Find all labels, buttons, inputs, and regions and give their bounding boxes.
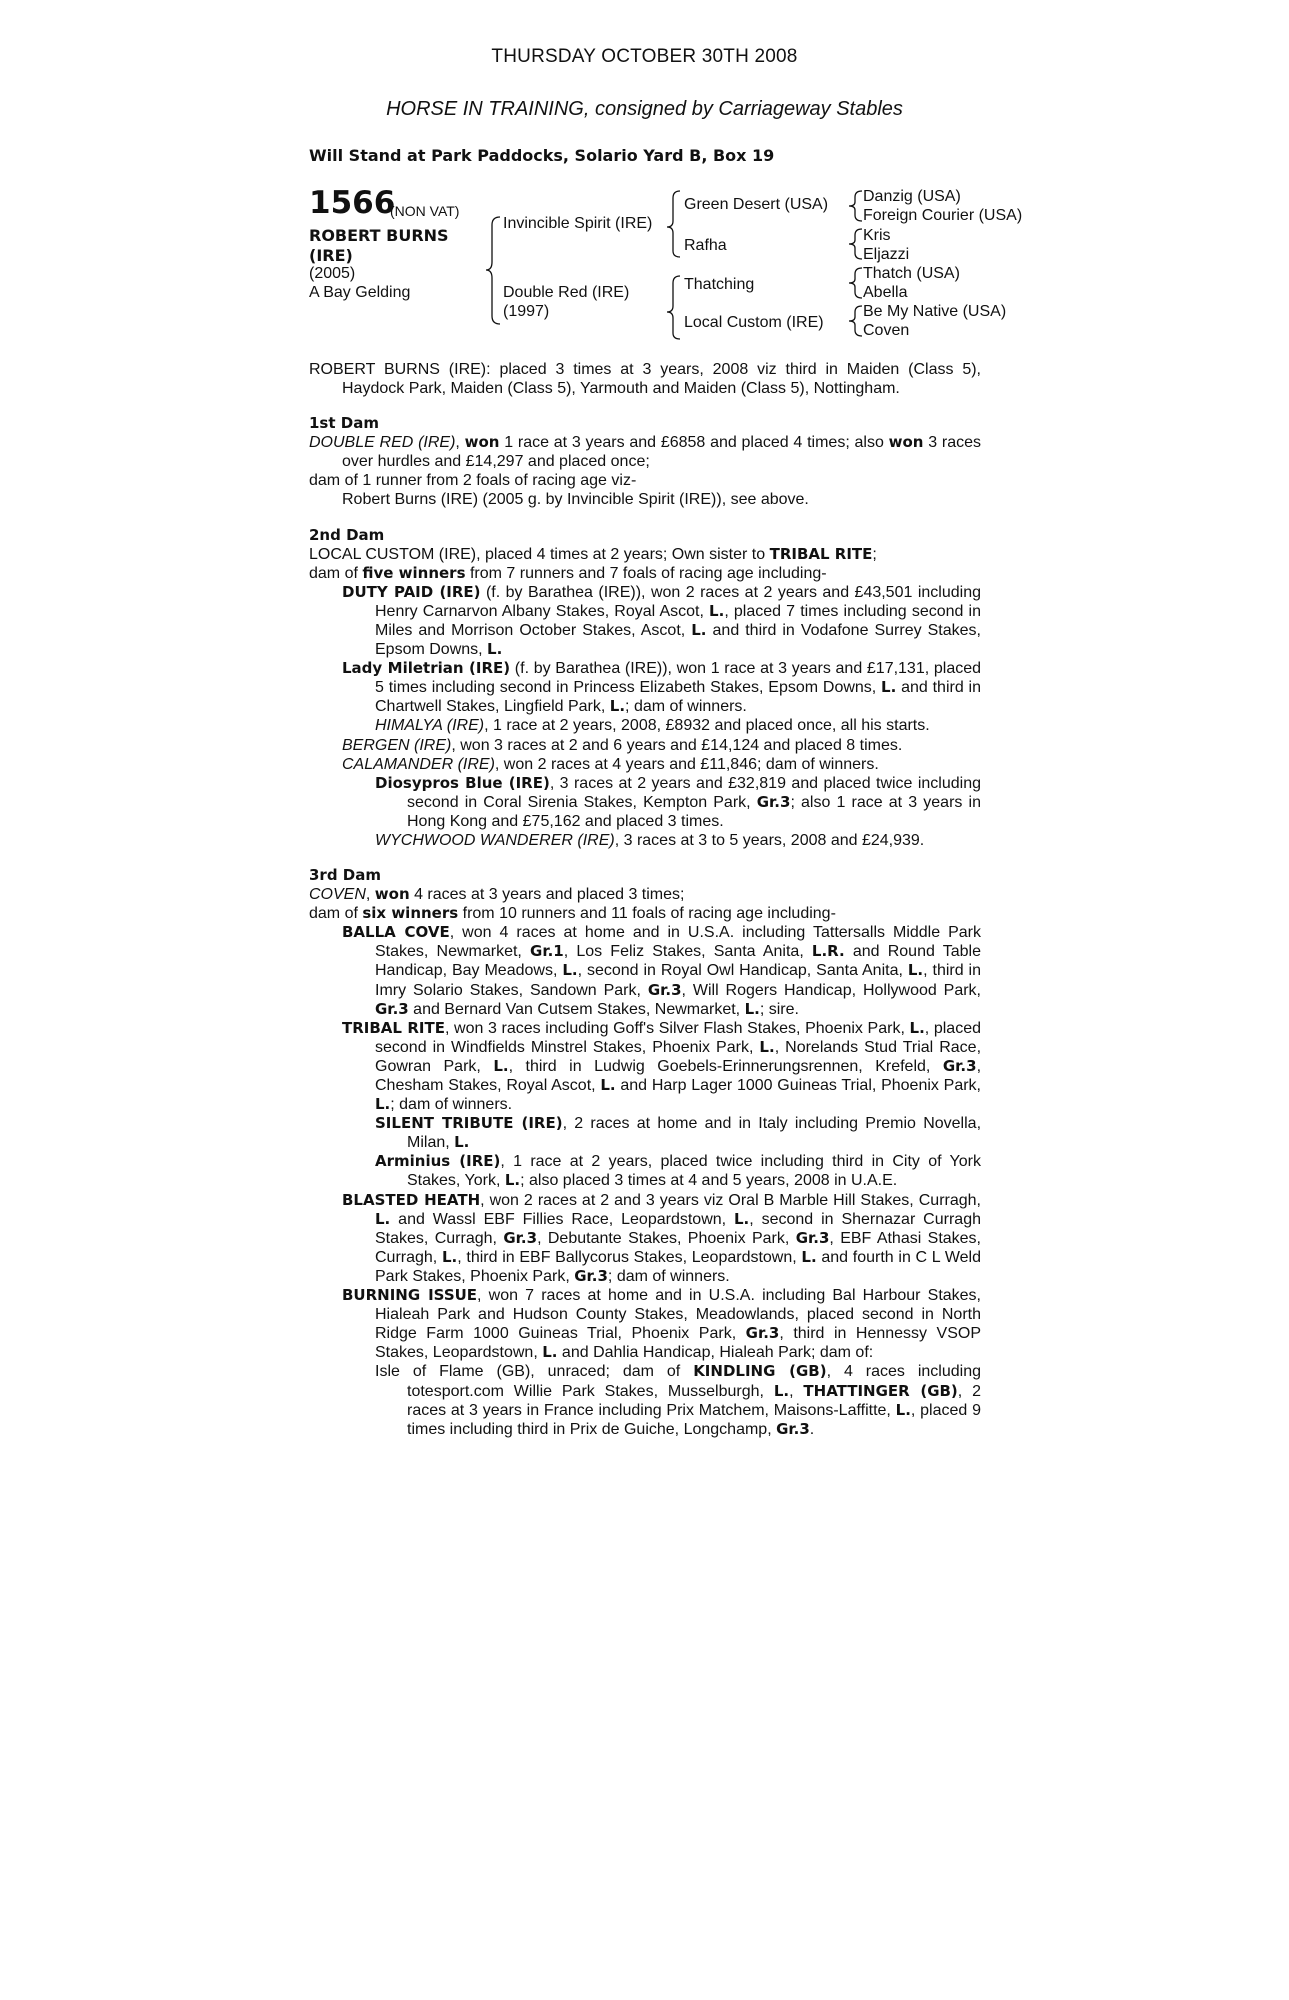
text-run: ; dam of winners.: [625, 698, 747, 716]
bracket-gen3-1: [849, 191, 862, 221]
text-run: , won 4 races at home and in U.S.A. including Tattersalls Middle Park Stakes, Newmarket,: [375, 924, 982, 961]
bold-run: BURNING ISSUE: [342, 1286, 478, 1305]
bold-run: Gr.3: [574, 1266, 608, 1285]
text-paragraph: [309, 545, 981, 564]
bold-run: Gr.3: [776, 1419, 810, 1438]
horse-description: A Bay Gelding: [309, 284, 411, 301]
text-run: ROBERT BURNS (IRE): placed 3 times at 3 years, 2008 viz third in Maiden (Class 5), Haydock Park, Maiden (Class 5), Yarmouth and Maiden (Class 5), Nottingham.: [309, 361, 981, 398]
text-run: , EBF Athasi Stakes, Curragh,: [375, 1229, 982, 1266]
text-run: , placed 9 times including third in Prix de Guiche, Longchamp,: [407, 1401, 981, 1438]
text-run: and Wassl EBF Fillies Race, Leopardstown,: [390, 1210, 734, 1228]
bold-run: Arminius (IRE): [375, 1152, 501, 1171]
italic-run: COVEN: [309, 886, 366, 904]
text-run: , Will Rogers Handicap, Hollywood Park,: [681, 981, 981, 999]
bold-run: KINDLING (GB): [693, 1362, 827, 1381]
text-run: Isle of Flame (GB), unraced; dam of: [375, 1363, 694, 1381]
bold-run: L.: [609, 697, 626, 716]
text-run: (f. by Barathea (IRE)), won 1 race at 3 years and £17,131, placed 5 times including second in Princess Elizabeth Stakes, Epsom Downs,: [375, 660, 982, 697]
bracket-gen3-4: [849, 306, 862, 336]
text-run: dam of: [309, 905, 363, 923]
text-run: and Round Table Handicap, Bay Meadows,: [375, 943, 981, 980]
text-paragraph: [309, 904, 981, 923]
text-run: , third in Hennessy VSOP Stakes, Leopardstown,: [375, 1325, 981, 1362]
text-run: ,: [789, 1382, 804, 1400]
bold-run: 3rd Dam: [309, 866, 381, 885]
section-heading: [309, 526, 981, 545]
text-paragraph: [309, 471, 981, 490]
text-run: , Los Feliz Stakes, Santa Anita,: [563, 943, 812, 961]
great-grandsire-4: Be My Native (USA): [863, 303, 1007, 320]
bold-run: L.: [441, 1247, 458, 1266]
bold-run: Diosypros Blue (IRE): [375, 773, 550, 792]
bold-run: Gr.3: [745, 1324, 780, 1343]
bold-run: L.: [801, 1247, 817, 1266]
text-run: , third in Ludwig Goebels-Erinnerungsrennen, Krefeld,: [508, 1057, 943, 1075]
text-paragraph: [309, 1152, 981, 1190]
bold-run: L.R.: [811, 942, 845, 961]
text-paragraph: [309, 659, 981, 716]
bold-run: 1st Dam: [309, 414, 379, 433]
text-run: 1 race at 3 years and £6858 and placed 4 times; also: [499, 434, 889, 452]
bold-run: THATTINGER (GB): [803, 1381, 958, 1400]
bold-run: Gr.3: [942, 1056, 977, 1075]
bold-run: L.: [375, 1209, 391, 1228]
horse-name-suffix: (IRE): [309, 246, 353, 265]
text-run: , 3 races at 3 to 5 years, 2008 and £24,939.: [614, 831, 925, 849]
text-paragraph: [309, 1286, 981, 1362]
text-run: , placed second in Windfields Minstrel Stakes, Phoenix Park,: [375, 1019, 982, 1056]
bold-run: L.: [734, 1209, 750, 1228]
text-run: , third in Imry Solario Stakes, Sandown Park,: [375, 962, 982, 999]
bold-run: L.: [709, 601, 725, 620]
italic-run: WYCHWOOD WANDERER (IRE): [375, 831, 615, 849]
text-run: and Bernard Van Cutsem Stakes, Newmarket,: [408, 1000, 745, 1018]
bold-run: DUTY PAID (IRE): [342, 582, 481, 601]
foaling-year: (2005): [309, 265, 356, 282]
text-run: ; dam of winners.: [607, 1267, 730, 1285]
bold-run: Lady Miletrian (IRE): [342, 659, 511, 678]
text-run: ; also placed 3 times at 4 and 5 years, 2008 in U.A.E.: [520, 1172, 898, 1190]
italic-run: CALAMANDER (IRE): [342, 755, 495, 773]
great-granddam-3: Abella: [863, 284, 908, 301]
bold-run: TRIBAL RITE: [342, 1018, 445, 1037]
italic-run: BERGEN (IRE): [342, 736, 452, 754]
text-paragraph: [309, 923, 981, 1018]
sire-of-sire: Green Desert (USA): [684, 196, 829, 213]
bold-run: L.: [881, 678, 897, 697]
bold-run: L.: [759, 1037, 775, 1056]
bold-run: L.: [895, 1400, 911, 1419]
bold-run: BALLA COVE: [342, 923, 450, 942]
dam-year: (1997): [503, 303, 550, 320]
bold-run: L.: [773, 1381, 790, 1400]
bold-run: Gr.3: [647, 980, 682, 999]
bracket-gen1: [486, 217, 500, 324]
sire-of-dam: Thatching: [684, 276, 755, 293]
bold-run: won: [374, 885, 410, 904]
text-run: , 2 races at home and in Italy including Premio Novella, Milan,: [407, 1115, 982, 1152]
text-run: (f. by Barathea (IRE)), won 2 races at 2 years and £43,501 including Henry Carnarvon Albany Stakes, Royal Ascot,: [375, 583, 981, 620]
text-run: , 1 race at 2 years, 2008, £8932 and placed once, all his starts.: [484, 717, 930, 735]
bold-run: won: [464, 433, 500, 452]
text-run: 3 races over hurdles and £14,297 and placed once;: [342, 434, 982, 471]
bold-run: 2nd Dam: [309, 525, 385, 544]
bracket-gen2-sire: [667, 191, 680, 257]
bold-run: BLASTED HEATH: [342, 1190, 481, 1209]
text-paragraph: [309, 433, 981, 471]
text-run: .: [809, 1420, 815, 1438]
text-run: LOCAL CUSTOM (IRE), placed 4 times at 2 years; Own sister to: [309, 545, 770, 563]
text-paragraph: [309, 1114, 981, 1152]
text-paragraph: [309, 774, 981, 831]
bold-run: L.: [691, 620, 707, 639]
text-run: ; sire.: [759, 1000, 799, 1018]
text-run: , 2 races at 3 years in France including Prix Matchem, Maisons-Laffitte,: [407, 1382, 982, 1419]
bold-run: L.: [562, 961, 578, 980]
dam-of-sire: Rafha: [684, 237, 727, 254]
text-run: , third in EBF Ballycorus Stakes, Leopardstown,: [457, 1248, 802, 1266]
stand-location: Will Stand at Park Paddocks, Solario Yard B, Box 19: [309, 146, 775, 165]
bold-run: L.: [600, 1076, 616, 1094]
text-paragraph: [309, 755, 981, 774]
text-run: ,: [365, 886, 375, 904]
great-granddam-4: Coven: [863, 322, 910, 339]
bold-run: Gr.3: [503, 1228, 538, 1247]
bold-run: Gr.1: [530, 942, 564, 961]
text-run: , won 3 races at 2 and 6 years and £14,124 and placed 8 times.: [451, 736, 903, 754]
text-run: , won 2 races at 2 and 3 years viz Oral B Marble Hill Stakes, Curragh,: [480, 1191, 981, 1209]
text-run: , Norelands Stud Trial Race, Gowran Park,: [375, 1038, 982, 1075]
text-run: ;: [872, 545, 877, 563]
text-run: ; also 1 race at 3 years in Hong Kong and £75,162 and placed 3 times.: [407, 793, 981, 830]
pedigree-notes: [309, 360, 981, 1439]
sire: Invincible Spirit (IRE): [503, 215, 653, 232]
text-paragraph: [309, 360, 981, 398]
text-run: and third in Chartwell Stakes, Lingfield Park,: [375, 679, 981, 716]
great-granddam-2: Eljazzi: [863, 246, 910, 263]
section-spacer: [309, 510, 981, 526]
text-paragraph: [309, 716, 981, 735]
great-grandsire-1: Danzig (USA): [863, 188, 961, 205]
section-heading: [309, 866, 981, 885]
bold-run: Gr.3: [375, 999, 409, 1018]
text-paragraph: [309, 885, 981, 904]
dam-of-dam: Local Custom (IRE): [684, 314, 824, 331]
text-paragraph: [309, 583, 981, 659]
bold-run: L.: [744, 999, 760, 1018]
italic-run: DOUBLE RED (IRE): [309, 434, 456, 452]
bold-run: L.: [493, 1056, 509, 1075]
bracket-gen3-3: [849, 268, 862, 298]
text-run: from 10 runners and 11 foals of racing age including-: [458, 905, 836, 923]
text-run: ,: [455, 434, 465, 452]
great-granddam-1: Foreign Courier (USA): [863, 207, 1023, 224]
bold-run: L.: [487, 640, 503, 659]
text-run: 4 races at 3 years and placed 3 times;: [409, 886, 685, 904]
bold-run: SILENT TRIBUTE (IRE): [375, 1114, 563, 1133]
bold-run: five winners: [362, 563, 466, 582]
great-grandsire-3: Thatch (USA): [863, 265, 960, 282]
text-paragraph: [309, 831, 981, 850]
horse-name: ROBERT BURNS: [309, 226, 449, 245]
dam: Double Red (IRE): [503, 284, 630, 301]
bold-run: L.: [375, 1095, 391, 1114]
bold-run: Gr.3: [795, 1228, 830, 1247]
text-run: and fourth in C L Weld Park Stakes, Phoenix Park,: [375, 1248, 981, 1285]
great-grandsire-2: Kris: [863, 227, 891, 244]
section-spacer: [309, 850, 981, 866]
vat-status: (NON VAT): [390, 203, 460, 219]
section-heading: [309, 414, 981, 433]
bold-run: L.: [454, 1133, 470, 1152]
bold-run: L.: [909, 1018, 925, 1037]
text-paragraph: [309, 490, 981, 509]
text-run: , won 2 races at 4 years and £11,846; dam of winners.: [494, 755, 879, 773]
text-paragraph: [309, 1019, 981, 1114]
text-run: , won 7 races at home and in U.S.A. including Bal Harbour Stakes, Hialeah Park and Hudson County Stakes, Meadowlands, placed second in North Ridge Farm 1000 Guineas Trial, Phoenix Park,: [375, 1287, 982, 1343]
bold-run: six winners: [362, 904, 459, 923]
text-run: , 1 race at 2 years, placed twice including third in City of York Stakes, York,: [407, 1153, 981, 1190]
text-run: and third in Vodafone Surrey Stakes, Epsom Downs,: [375, 621, 981, 659]
text-run: , Chesham Stakes, Royal Ascot,: [375, 1057, 982, 1094]
text-run: , won 3 races including Goff's Silver Flash Stakes, Phoenix Park,: [444, 1019, 910, 1037]
text-run: , Debutante Stakes, Phoenix Park,: [537, 1229, 796, 1247]
text-run: ; dam of winners.: [390, 1096, 513, 1114]
bold-run: Gr.3: [756, 792, 791, 811]
text-run: , second in Shernazar Curragh Stakes, Curragh,: [375, 1210, 981, 1247]
section-spacer: [309, 398, 981, 414]
consignment-line: HORSE IN TRAINING, consigned by Carriageway Stables: [386, 98, 903, 120]
text-run: , 4 races including totesport.com Willie Park Stakes, Musselburgh,: [407, 1363, 982, 1400]
text-run: and Harp Lager 1000 Guineas Trial, Phoenix Park,: [615, 1077, 981, 1094]
text-run: and Dahlia Handicap, Hialeah Park; dam of:: [557, 1344, 874, 1362]
lot-number: 1566: [309, 185, 396, 221]
bold-run: L.: [504, 1171, 521, 1190]
italic-run: HIMALYA (IRE): [375, 717, 485, 735]
bold-run: L.: [542, 1343, 558, 1362]
text-paragraph: [309, 1191, 981, 1286]
text-run: dam of: [309, 564, 363, 582]
text-paragraph: [309, 1362, 981, 1438]
sale-date: THURSDAY OCTOBER 30TH 2008: [491, 46, 798, 67]
text-run: , second in Royal Owl Handicap, Santa Anita,: [577, 962, 908, 980]
text-run: Robert Burns (IRE) (2005 g. by Invincible Spirit (IRE)), see above.: [342, 491, 809, 509]
text-paragraph: [309, 736, 981, 755]
bold-run: TRIBAL RITE: [769, 544, 873, 563]
text-run: , 3 races at 2 years and £32,819 and placed twice including second in Coral Sirenia Stakes, Kempton Park,: [407, 774, 982, 811]
text-run: from 7 runners and 7 foals of racing age including-: [465, 564, 827, 582]
bracket-gen3-2: [849, 229, 862, 259]
text-run: , placed 7 times including second in Miles and Morrison October Stakes, Ascot,: [375, 602, 982, 639]
text-run: dam of 1 runner from 2 foals of racing age viz-: [309, 472, 637, 490]
bracket-gen2-dam: [667, 276, 680, 339]
bold-run: won: [888, 433, 924, 452]
bold-run: L.: [907, 961, 924, 980]
text-paragraph: [309, 564, 981, 583]
